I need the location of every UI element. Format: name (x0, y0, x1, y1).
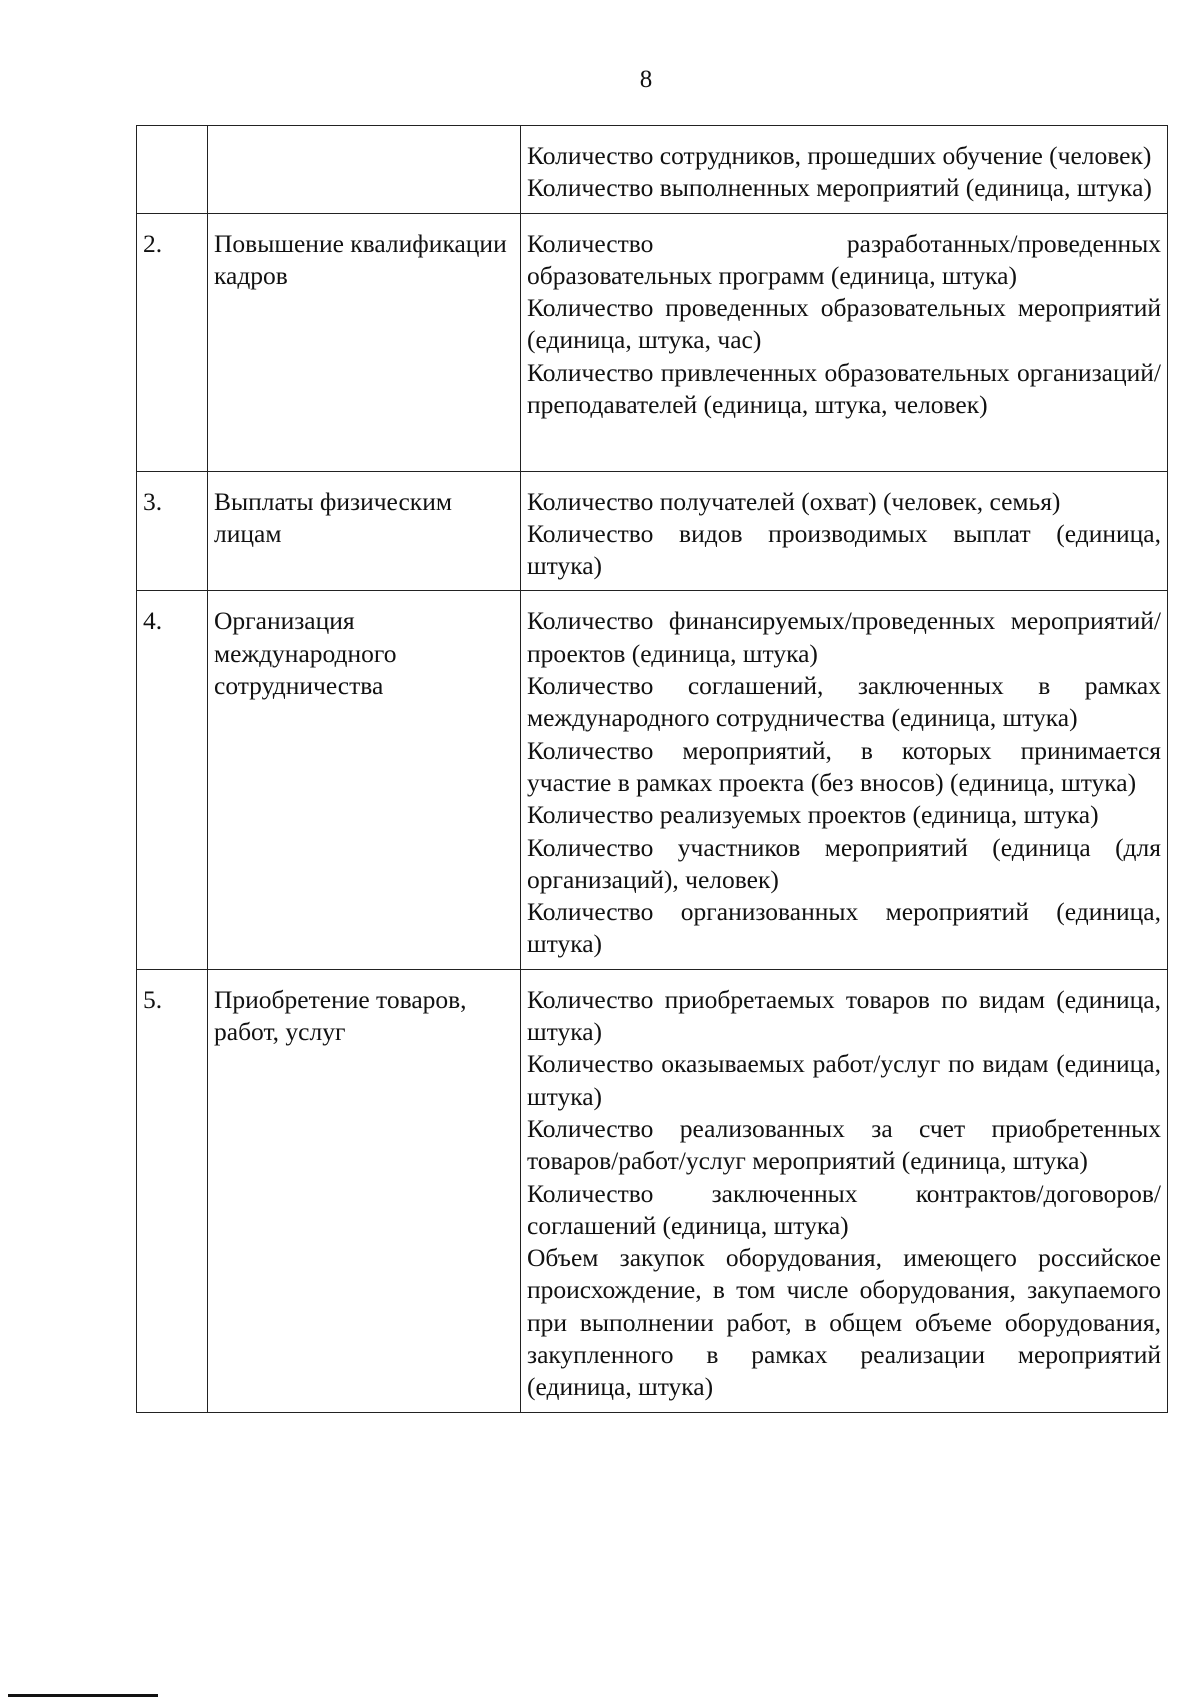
indicators-cell (521, 969, 1168, 1412)
indicators-cell (521, 126, 1168, 214)
table-row (137, 213, 1168, 471)
indicators-cell (521, 213, 1168, 471)
indicator-item: Количество финансируемых/проведенных мероприятий/проектов (единица, штука) (527, 606, 1161, 668)
row-number (137, 126, 208, 214)
event-type: Повышение квалификации кадров (208, 213, 521, 471)
row-number: 3. (137, 471, 208, 591)
table-row (137, 591, 1168, 969)
indicator-item: Количество сотрудников, прошедших обучение (человек) (527, 141, 1152, 170)
indicator-item: Количество получателей (охват) (человек, семья) (527, 486, 1061, 516)
table-row (137, 126, 1168, 214)
indicator-item: Количество организованных мероприятий (единица, штука) (527, 897, 1161, 959)
event-type (208, 126, 521, 214)
page-number: 8 (639, 66, 653, 93)
event-type: Организация международного сотрудничества (208, 591, 521, 969)
indicator-item: Количество мероприятий, в которых принимается участие в рамках проекта (без вносов) (единица, штука) (527, 735, 1161, 797)
indicators-table (136, 125, 1168, 1413)
indicator-item: Количество участников мероприятий (единица (для организаций), человек) (527, 832, 1161, 894)
indicator-item: Количество видов производимых выплат (единица, штука) (527, 518, 1161, 581)
row-number: 5. (137, 969, 208, 1412)
indicator-item: Количество выполненных мероприятий (единица, штука) (527, 173, 1152, 203)
indicator-item: Количество разработанных/проведенных образовательных программ (единица, штука) (527, 228, 1161, 290)
indicators-cell (521, 591, 1168, 969)
indicators-cell (521, 471, 1168, 591)
row-number: 4. (137, 591, 208, 969)
table-row (137, 969, 1168, 1412)
table-row (137, 471, 1168, 591)
indicator-item: Количество реализованных за счет приобретенных товаров/работ/услуг мероприятий (единица, штука) (527, 1113, 1161, 1176)
indicator-item: Количество проведенных образовательных мероприятий (единица, штука, час) (527, 293, 1161, 355)
indicator-item: Количество заключенных контрактов/договоров/соглашений (единица, штука) (527, 1178, 1161, 1240)
indicator-item: Количество оказываемых работ/услуг по видам (единица, штука) (527, 1049, 1161, 1111)
indicator-item: Объем закупок оборудования, имеющего российское происхождение, в том числе оборудования, закупаемого при выполнении работ, в общем объеме оборудования, закупленного в рамках реализации мероприятий (единица, штука) (527, 1243, 1161, 1402)
indicator-item: Количество соглашений, заключенных в рамках международного сотрудничества (единица, штука) (527, 671, 1161, 733)
event-type: Приобретение товаров, работ, услуг (208, 969, 521, 1412)
event-type: Выплаты физическим лицам (208, 471, 521, 591)
indicator-item: Количество привлеченных образовательных организаций/преподавателей (единица, штука, человек) (527, 357, 1161, 420)
indicator-item: Количество приобретаемых товаров по видам (единица, штука) (527, 984, 1161, 1047)
indicator-item: Количество реализуемых проектов (единица, штука) (527, 800, 1099, 830)
row-number: 2. (137, 213, 208, 471)
